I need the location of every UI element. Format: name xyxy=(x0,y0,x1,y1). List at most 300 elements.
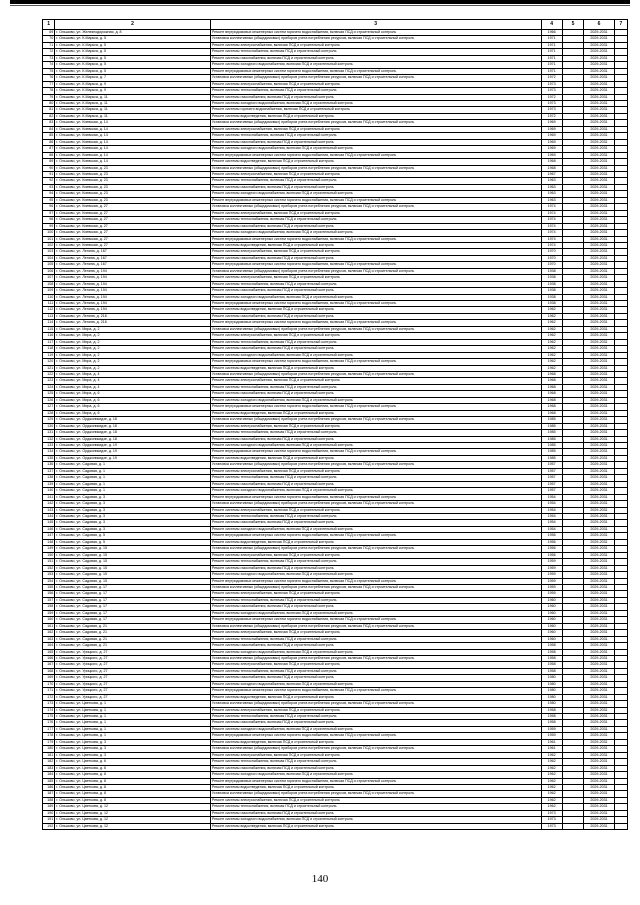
period-cell: 2029-2031 xyxy=(584,739,615,745)
address-cell: г. Ольшово, ул. Цветкова, д. 1 xyxy=(55,707,211,713)
work-type-cell: Ремонт системы электроснабжения, включая ПСД и строительный контроль xyxy=(210,423,541,429)
year-cell: 1938 xyxy=(541,301,562,307)
year-cell: 1974 xyxy=(541,223,562,229)
work-type-cell: Ремонт системы водоотведения, включая ПСД и строительный контроль xyxy=(210,785,541,791)
year-cell: 1973 xyxy=(541,107,562,113)
address-cell: г. Ольшово, ул. Ленина, д. 167 xyxy=(55,255,211,261)
address-cell: г. Ольшово, ул. Садовая, д. 3 xyxy=(55,507,211,513)
period-cell: 2029-2031 xyxy=(584,326,615,332)
address-cell: г. Ольшово, ул. Садовая, д. 1 xyxy=(55,481,211,487)
year-cell: 1960 xyxy=(541,597,562,603)
work-type-cell: Ремонт системы теплоснабжения, включая ПСД и строительный контроль xyxy=(210,804,541,810)
work-type-cell: Ремонт системы газоснабжения, включая ПСД и строительный контроль xyxy=(210,55,541,61)
address-cell: г. Ольшово, ул. Садовая, д. 3 xyxy=(55,513,211,519)
work-type-cell: Ремонт системы газоснабжения, включая ПСД и строительный контроль xyxy=(210,675,541,681)
period-cell: 2029-2031 xyxy=(584,391,615,397)
period-cell: 2029-2031 xyxy=(584,262,615,268)
period-cell: 2029-2031 xyxy=(584,49,615,55)
page-number: 140 xyxy=(311,873,329,885)
work-type-cell: Ремонт внутридомовых инженерных систем горячего водоснабжения, включая ПСД и строительный контроль xyxy=(210,733,541,739)
address-cell: г. Ольшово, ул. Мира, д. 2 xyxy=(55,326,211,332)
address-cell: г. Ольшово, ул. Киевская, д. 23 xyxy=(55,171,211,177)
period-cell: 2029-2031 xyxy=(584,707,615,713)
repair-schedule-table xyxy=(42,19,628,830)
year-cell: 1962 xyxy=(541,320,562,326)
row-number: 106 xyxy=(43,268,55,274)
address-cell: г. Ольшово, ул. Киевская, д. 23 xyxy=(55,184,211,190)
row-number: 146 xyxy=(43,526,55,532)
address-cell: г. Ольшово, ул. Цветкова, д. 8 xyxy=(55,785,211,791)
year-cell: 1980 xyxy=(541,694,562,700)
address-cell: г. Ольшово, ул. Урицкого, д. 27 xyxy=(55,675,211,681)
address-cell: г. Ольшово, ул. Ленина, д. 167 xyxy=(55,262,211,268)
year-cell: 1954 xyxy=(541,501,562,507)
work-type-cell: Ремонт внутридомовых инженерных систем горячего водоснабжения, включая ПСД и строительный контроль xyxy=(210,617,541,623)
work-type-cell: Ремонт системы электроснабжения, включая ПСД и строительный контроль xyxy=(210,662,541,668)
period-cell: 2029-2031 xyxy=(584,139,615,145)
address-cell: г. Ольшово, ул. Садовая, д. 1 xyxy=(55,475,211,481)
period-cell: 2029-2031 xyxy=(584,785,615,791)
year-cell: 1973 xyxy=(541,817,562,823)
row-number: 91 xyxy=(43,171,55,177)
period-cell: 2029-2031 xyxy=(584,423,615,429)
row-number: 149 xyxy=(43,546,55,552)
work-type-cell: Ремонт внутридомовых инженерных систем горячего водоснабжения, включая ПСД и строительный контроль xyxy=(210,578,541,584)
row-number: 133 xyxy=(43,443,55,449)
row-number: 130 xyxy=(43,423,55,429)
period-cell: 2029-2031 xyxy=(584,552,615,558)
work-type-cell: Ремонт системы электроснабжения, включая ПСД и строительный контроль xyxy=(210,126,541,132)
work-type-cell: Ремонт системы холодного водоснабжения, включая ПСД и строительный контроль xyxy=(210,294,541,300)
address-cell: г. Ольшово, ул. Садовая, д. 17 xyxy=(55,597,211,603)
work-type-cell: Ремонт системы газоснабжения, включая ПСД и строительный контроль xyxy=(210,391,541,397)
work-type-cell: Ремонт системы электроснабжения, включая ПСД и строительный контроль xyxy=(210,378,541,384)
work-type-cell: Ремонт системы газоснабжения, включая ПСД и строительный контроль xyxy=(210,139,541,145)
period-cell: 2029-2031 xyxy=(584,591,615,597)
row-number: 153 xyxy=(43,572,55,578)
work-type-cell: Ремонт системы теплоснабжения, включая ПСД и строительный контроль xyxy=(210,597,541,603)
row-number: 140 xyxy=(43,488,55,494)
address-cell: г. Ольшово, ул. Цветкова, д. 6 xyxy=(55,765,211,771)
address-cell: г. Ольшово, ул. Цветкова, д. 8 xyxy=(55,778,211,784)
period-cell: 2029-2031 xyxy=(584,772,615,778)
row-number: 71 xyxy=(43,42,55,48)
work-type-cell: Ремонт системы холодного водоснабжения, включая ПСД и строительный контроль xyxy=(210,488,541,494)
top-border-line xyxy=(10,5,630,6)
year-cell: 1971 xyxy=(541,62,562,68)
row-number: 158 xyxy=(43,604,55,610)
year-cell: 1962 xyxy=(541,365,562,371)
work-type-cell: Ремонт системы водоотведения, включая ПСД и строительный контроль xyxy=(210,455,541,461)
work-type-cell: Ремонт системы водоотведения, включая ПСД и строительный контроль xyxy=(210,159,541,165)
year-cell: 1980 xyxy=(541,688,562,694)
col-header-6: 6 xyxy=(584,20,615,30)
year-cell: 1962 xyxy=(541,359,562,365)
address-cell: г. Ольшово, ул. Цветкова, д. 12 xyxy=(55,810,211,816)
row-number: 186 xyxy=(43,785,55,791)
row-number: 162 xyxy=(43,630,55,636)
period-cell: 2029-2031 xyxy=(584,720,615,726)
row-number: 160 xyxy=(43,617,55,623)
work-type-cell: Ремонт системы электроснабжения, включая ПСД и строительный контроль xyxy=(210,707,541,713)
address-cell: г. Ольшово, ул. Киевская, д. 27 xyxy=(55,204,211,210)
year-cell: 1957 xyxy=(541,488,562,494)
address-cell: г. Ольшово, ул. Мира, д. 4 xyxy=(55,372,211,378)
period-cell: 2029-2031 xyxy=(584,765,615,771)
row-number: 175 xyxy=(43,714,55,720)
row-number: 119 xyxy=(43,352,55,358)
period-cell: 2029-2031 xyxy=(584,178,615,184)
work-type-cell: Ремонт системы горячего водоснабжения, включая ПСД и строительный контроль xyxy=(210,107,541,113)
row-number: 103 xyxy=(43,249,55,255)
row-number: 85 xyxy=(43,133,55,139)
period-cell: 2029-2031 xyxy=(584,191,615,197)
period-cell: 2029-2031 xyxy=(584,823,615,829)
address-cell: г. Ольшово, ул. Мира, д. 2 xyxy=(55,339,211,345)
year-cell: 1985 xyxy=(541,423,562,429)
period-cell: 2029-2031 xyxy=(584,417,615,423)
address-cell: г. Ольшово, ул. Урицкого, д. 27 xyxy=(55,668,211,674)
year-cell: 1956 xyxy=(541,539,562,545)
address-cell: г. Ольшово, ул. Цветкова, д. 12 xyxy=(55,804,211,810)
address-cell: г. Ольшово, ул. Садовая, д. 21 xyxy=(55,636,211,642)
period-cell: 2029-2031 xyxy=(584,597,615,603)
row-number: 126 xyxy=(43,397,55,403)
period-cell: 2029-2031 xyxy=(584,210,615,216)
work-type-cell: Ремонт системы газоснабжения, включая ПСД и строительный контроль xyxy=(210,481,541,487)
address-cell: г. Ольшово, ул. Урицкого, д. 27 xyxy=(55,649,211,655)
period-cell: 2029-2031 xyxy=(584,539,615,545)
address-cell: г. Ольшово, ул. Садовая, д. 1 xyxy=(55,462,211,468)
period-cell: 2029-2031 xyxy=(584,152,615,158)
period-cell: 2029-2031 xyxy=(584,513,615,519)
period-cell: 2029-2031 xyxy=(584,488,615,494)
year-cell: 1971 xyxy=(541,36,562,42)
work-type-cell: Ремонт системы теплоснабжения, включая ПСД и строительный контроль xyxy=(210,714,541,720)
work-type-cell: Ремонт системы холодного водоснабжения, включая ПСД и строительный контроль xyxy=(210,649,541,655)
work-type-cell: Ремонт системы водоотведения, включая ПСД и строительный контроль xyxy=(210,113,541,119)
row-number: 132 xyxy=(43,436,55,442)
work-type-cell: Ремонт системы газоснабжения, включая ПСД и строительный контроль xyxy=(210,565,541,571)
address-cell: г. Ольшово, ул. Орджоникидзе, д. 19 xyxy=(55,455,211,461)
address-cell: г. Ольшово, ул. Киевская, д. 23 xyxy=(55,197,211,203)
period-cell: 2029-2031 xyxy=(584,655,615,661)
row-number: 125 xyxy=(43,391,55,397)
period-cell: 2029-2031 xyxy=(584,249,615,255)
address-cell: г. Ольшово, ул. Садовая, д. 1 xyxy=(55,488,211,494)
period-cell: 2029-2031 xyxy=(584,359,615,365)
work-type-cell: Установка коллективных (общедомовых) приборов учета потребления ресурсов, включая ПСД и строительный контроль xyxy=(210,326,541,332)
year-cell: 1962 xyxy=(541,797,562,803)
row-number: 102 xyxy=(43,242,55,248)
col-header-2: 2 xyxy=(55,20,211,30)
period-cell: 2029-2031 xyxy=(584,410,615,416)
row-number: 157 xyxy=(43,597,55,603)
row-number: 86 xyxy=(43,139,55,145)
row-number: 144 xyxy=(43,513,55,519)
year-cell: 1985 xyxy=(541,455,562,461)
period-cell: 2029-2031 xyxy=(584,746,615,752)
year-cell: 1960 xyxy=(541,610,562,616)
row-number: 177 xyxy=(43,726,55,732)
period-cell: 2029-2031 xyxy=(584,204,615,210)
year-cell: 1973 xyxy=(541,810,562,816)
year-cell: 1960 xyxy=(541,604,562,610)
empty-cell xyxy=(562,823,583,829)
year-cell: 1938 xyxy=(541,288,562,294)
row-number: 137 xyxy=(43,468,55,474)
year-cell: 1962 xyxy=(541,778,562,784)
col-header-3: 3 xyxy=(210,20,541,30)
work-type-cell: Ремонт системы электроснабжения, включая ПСД и строительный контроль xyxy=(210,42,541,48)
row-number: 164 xyxy=(43,643,55,649)
work-type-cell: Ремонт системы газоснабжения, включая ПСД и строительный контроль xyxy=(210,346,541,352)
row-number: 129 xyxy=(43,417,55,423)
period-cell: 2029-2031 xyxy=(584,68,615,74)
year-cell: 1956 xyxy=(541,533,562,539)
work-type-cell: Ремонт внутридомовых инженерных систем горячего водоснабжения, включая ПСД и строительный контроль xyxy=(210,197,541,203)
row-number: 163 xyxy=(43,636,55,642)
address-cell: г. Ольшово, ул. Цветкова, д. 6 xyxy=(55,759,211,765)
row-number: 167 xyxy=(43,662,55,668)
address-cell: г. Ольшово, ул. К.Маркса, д. 9 xyxy=(55,81,211,87)
year-cell: 1970 xyxy=(541,249,562,255)
year-cell: 1957 xyxy=(541,481,562,487)
year-cell: 1985 xyxy=(541,430,562,436)
row-number: 113 xyxy=(43,313,55,319)
work-type-cell: Установка коллективных (общедомовых) приборов учета потребления ресурсов, включая ПСД и строительный контроль xyxy=(210,120,541,126)
work-type-cell: Ремонт системы теплоснабжения, включая ПСД и строительный контроль xyxy=(210,430,541,436)
period-cell: 2029-2031 xyxy=(584,275,615,281)
row-number: 121 xyxy=(43,365,55,371)
work-type-cell: Ремонт внутридомовых инженерных систем горячего водоснабжения, включая ПСД и строительный контроль xyxy=(210,30,541,36)
work-type-cell: Ремонт системы газоснабжения, включая ПСД и строительный контроль xyxy=(210,288,541,294)
work-type-cell: Ремонт системы водоотведения, включая ПСД и строительный контроль xyxy=(210,365,541,371)
work-type-cell: Ремонт системы холодного водоснабжения, включая ПСД и строительный контроль xyxy=(210,572,541,578)
period-cell: 2029-2031 xyxy=(584,30,615,36)
year-cell: 1963 xyxy=(541,191,562,197)
row-number: 123 xyxy=(43,378,55,384)
period-cell: 2029-2031 xyxy=(584,146,615,152)
col-header-7: 7 xyxy=(614,20,627,30)
row-number: 105 xyxy=(43,262,55,268)
year-cell: 1970 xyxy=(541,255,562,261)
period-cell: 2029-2031 xyxy=(584,714,615,720)
work-type-cell: Ремонт системы холодного водоснабжения, включая ПСД и строительный контроль xyxy=(210,610,541,616)
year-cell: 1962 xyxy=(541,352,562,358)
row-number: 184 xyxy=(43,772,55,778)
work-type-cell: Ремонт системы холодного водоснабжения, включая ПСД и строительный контроль xyxy=(210,772,541,778)
work-type-cell: Установка коллективных (общедомовых) приборов учета потребления ресурсов, включая ПСД и строительный контроль xyxy=(210,268,541,274)
period-cell: 2029-2031 xyxy=(584,533,615,539)
work-type-cell: Установка коллективных (общедомовых) приборов учета потребления ресурсов, включая ПСД и строительный контроль xyxy=(210,462,541,468)
period-cell: 2029-2031 xyxy=(584,559,615,565)
work-type-cell: Установка коллективных (общедомовых) приборов учета потребления ресурсов, включая ПСД и строительный контроль xyxy=(210,584,541,590)
address-cell: г. Ольшово, ул. Мира, д. 6 xyxy=(55,397,211,403)
work-type-cell: Установка коллективных (общедомовых) приборов учета потребления ресурсов, включая ПСД и строительный контроль xyxy=(210,623,541,629)
period-cell: 2029-2031 xyxy=(584,62,615,68)
period-cell: 2029-2031 xyxy=(584,281,615,287)
row-number: 159 xyxy=(43,610,55,616)
table-row xyxy=(43,823,628,829)
period-cell: 2029-2031 xyxy=(584,184,615,190)
address-cell: г. Ольшово, ул. Киевская, д. 14 xyxy=(55,126,211,132)
period-cell: 2029-2031 xyxy=(584,752,615,758)
address-cell: г. Ольшово, ул. Садовая, д. 17 xyxy=(55,604,211,610)
address-cell: г. Ольшово, ул. Садовая, д. 17 xyxy=(55,584,211,590)
row-number: 182 xyxy=(43,759,55,765)
work-type-cell: Ремонт внутридомовых инженерных систем горячего водоснабжения, включая ПСД и строительный контроль xyxy=(210,236,541,242)
address-cell: г. Ольшово, ул. К.Маркса, д. 5 xyxy=(55,49,211,55)
address-cell: г. Ольшово, ул. Садовая, д. 17 xyxy=(55,617,211,623)
address-cell: г. Ольшово, ул. Садовая, д. 15 xyxy=(55,559,211,565)
row-number: 155 xyxy=(43,584,55,590)
period-cell: 2029-2031 xyxy=(584,307,615,313)
work-type-cell: Ремонт системы электроснабжения, включая ПСД и строительный контроль xyxy=(210,210,541,216)
period-cell: 2029-2031 xyxy=(584,230,615,236)
address-cell: г. Ольшово, ул. К.Маркса, д. 5 xyxy=(55,36,211,42)
work-type-cell: Ремонт системы теплоснабжения, включая ПСД и строительный контроль xyxy=(210,178,541,184)
work-type-cell: Ремонт системы газоснабжения, включая ПСД и строительный контроль xyxy=(210,184,541,190)
address-cell: г. Ольшово, ул. Ленина, д. 216 xyxy=(55,320,211,326)
address-cell: г. Ольшово, ул. Садовая, д. 21 xyxy=(55,630,211,636)
address-cell: г. Ольшово, ул. Орджоникидзе, д. 18 xyxy=(55,417,211,423)
col-header-4: 4 xyxy=(541,20,562,30)
period-cell: 2029-2031 xyxy=(584,662,615,668)
address-cell: г. Ольшово, ул. Киевская, д. 14 xyxy=(55,133,211,139)
address-cell: г. Ольшово, ул. Ленина, д. 194 xyxy=(55,307,211,313)
year-cell: 1970 xyxy=(541,262,562,268)
row-number: 147 xyxy=(43,533,55,539)
year-cell: 1957 xyxy=(541,475,562,481)
year-cell: 1968 xyxy=(541,159,562,165)
address-cell: г. Ольшово, ул. К.Маркса, д. 9 xyxy=(55,88,211,94)
address-cell: г. Ольшово, ул. Ленина, д. 194 xyxy=(55,275,211,281)
work-type-cell: Ремонт системы теплоснабжения, включая ПСД и строительный контроль xyxy=(210,49,541,55)
row-number: 176 xyxy=(43,720,55,726)
period-cell: 2029-2031 xyxy=(584,694,615,700)
year-cell: 1962 xyxy=(541,326,562,332)
year-cell: 1938 xyxy=(541,281,562,287)
work-type-cell: Ремонт системы электроснабжения, включая ПСД и строительный контроль xyxy=(210,171,541,177)
year-cell: 1971 xyxy=(541,68,562,74)
year-cell: 1966 xyxy=(541,30,562,36)
row-number: 165 xyxy=(43,649,55,655)
row-number: 170 xyxy=(43,681,55,687)
period-cell: 2029-2031 xyxy=(584,475,615,481)
work-type-cell: Установка коллективных (общедомовых) приборов учета потребления ресурсов, включая ПСД и строительный контроль xyxy=(210,372,541,378)
work-type-cell: Ремонт системы холодного водоснабжения, включая ПСД и строительный контроль xyxy=(210,100,541,106)
work-type-cell: Ремонт системы газоснабжения, включая ПСД и строительный контроль xyxy=(210,643,541,649)
year-cell: 1972 xyxy=(541,113,562,119)
address-cell: г. Ольшово, ул. Мира, д. 4 xyxy=(55,378,211,384)
period-cell: 2029-2031 xyxy=(584,236,615,242)
period-cell: 2029-2031 xyxy=(584,643,615,649)
period-cell: 2029-2031 xyxy=(584,546,615,552)
year-cell: 1985 xyxy=(541,417,562,423)
year-cell: 1962 xyxy=(541,752,562,758)
row-number: 134 xyxy=(43,449,55,455)
work-type-cell: Установка коллективных (общедомовых) приборов учета потребления ресурсов, включая ПСД и строительный контроль xyxy=(210,501,541,507)
row-number: 116 xyxy=(43,333,55,339)
year-cell: 1959 xyxy=(541,565,562,571)
table-body xyxy=(43,30,628,830)
address-cell: г. Ольшово, ул. Мира, д. 6 xyxy=(55,391,211,397)
row-number: 108 xyxy=(43,281,55,287)
year-cell: 1972 xyxy=(541,94,562,100)
period-cell: 2029-2031 xyxy=(584,378,615,384)
row-number: 127 xyxy=(43,404,55,410)
year-cell: 1956 xyxy=(541,552,562,558)
address-cell: г. Ольшово, ул. Садовая, д. 3 xyxy=(55,494,211,500)
address-cell: г. Ольшово, ул. Цветкова, д. 3 xyxy=(55,739,211,745)
work-type-cell: Ремонт системы теплоснабжения, включая ПСД и строительный контроль xyxy=(210,759,541,765)
address-cell: г. Ольшово, ул. Орджоникидзе, д. 19 xyxy=(55,443,211,449)
address-cell: г. Ольшово, ул. Киевская, д. 14 xyxy=(55,159,211,165)
row-number: 107 xyxy=(43,275,55,281)
period-cell: 2029-2031 xyxy=(584,804,615,810)
row-number: 92 xyxy=(43,178,55,184)
address-cell: г. Ольшово, ул. Киевская, д. 23 xyxy=(55,191,211,197)
period-cell: 2029-2031 xyxy=(584,481,615,487)
address-cell: г. Ольшово, ул. Садовая, д. 5 xyxy=(55,533,211,539)
row-number: 187 xyxy=(43,791,55,797)
address-cell: г. Ольшово, ул. Орджоникидзе, д. 19 xyxy=(55,449,211,455)
period-cell: 2029-2031 xyxy=(584,507,615,513)
row-number: 97 xyxy=(43,210,55,216)
work-type-cell: Ремонт системы теплоснабжения, включая ПСД и строительный контроль xyxy=(210,88,541,94)
period-cell: 2029-2031 xyxy=(584,778,615,784)
year-cell: 1956 xyxy=(541,546,562,552)
year-cell: 1954 xyxy=(541,494,562,500)
row-number: 181 xyxy=(43,752,55,758)
address-cell: г. Ольшово, ул. Мира, д. 2 xyxy=(55,359,211,365)
address-cell: г. Ольшово, ул. Ленина, д. 167 xyxy=(55,249,211,255)
period-cell: 2029-2031 xyxy=(584,526,615,532)
work-type-cell: Ремонт системы водоотведения, включая ПСД и строительный контроль xyxy=(210,242,541,248)
work-type-cell: Ремонт системы холодного водоснабжения, включая ПСД и строительный контроль xyxy=(210,681,541,687)
work-type-cell: Ремонт системы холодного водоснабжения, включая ПСД и строительный контроль xyxy=(210,146,541,152)
address-cell: г. Ольшово, ул. Цветкова, д. 8 xyxy=(55,797,211,803)
work-type-cell: Ремонт системы электроснабжения, включая ПСД и строительный контроль xyxy=(210,249,541,255)
year-cell: 1973 xyxy=(541,100,562,106)
year-cell: 1962 xyxy=(541,772,562,778)
year-cell: 1985 xyxy=(541,443,562,449)
work-type-cell: Ремонт системы теплоснабжения, включая ПСД и строительный контроль xyxy=(210,475,541,481)
year-cell: 1969 xyxy=(541,133,562,139)
row-number: 88 xyxy=(43,152,55,158)
address-cell: г. Ольшово, ул. Садовая, д. 3 xyxy=(55,520,211,526)
row-number: 190 xyxy=(43,810,55,816)
period-cell: 2029-2031 xyxy=(584,126,615,132)
period-cell: 2029-2031 xyxy=(584,604,615,610)
work-type-cell: Установка коллективных (общедомовых) приборов учета потребления ресурсов, включая ПСД и строительный контроль xyxy=(210,546,541,552)
address-cell: г. Ольшово, ул. Ленина, д. 194 xyxy=(55,268,211,274)
period-cell: 2029-2031 xyxy=(584,384,615,390)
period-cell: 2029-2031 xyxy=(584,242,615,248)
top-border-bar xyxy=(10,0,630,4)
address-cell: г. Ольшово, ул. Урицкого, д. 27 xyxy=(55,681,211,687)
work-type-cell: Ремонт системы водоотведения, включая ПСД и строительный контроль xyxy=(210,694,541,700)
year-cell: 1968 xyxy=(541,372,562,378)
work-type-cell: Ремонт системы водоотведения, включая ПСД и строительный контроль xyxy=(210,539,541,545)
row-number: 154 xyxy=(43,578,55,584)
row-number: 172 xyxy=(43,694,55,700)
period-cell: 2029-2031 xyxy=(584,681,615,687)
year-cell: 1962 xyxy=(541,785,562,791)
work-type-cell: Ремонт системы газоснабжения, включая ПСД и строительный контроль xyxy=(210,436,541,442)
address-cell: г. Ольшово, ул. Садовая, д. 15 xyxy=(55,578,211,584)
